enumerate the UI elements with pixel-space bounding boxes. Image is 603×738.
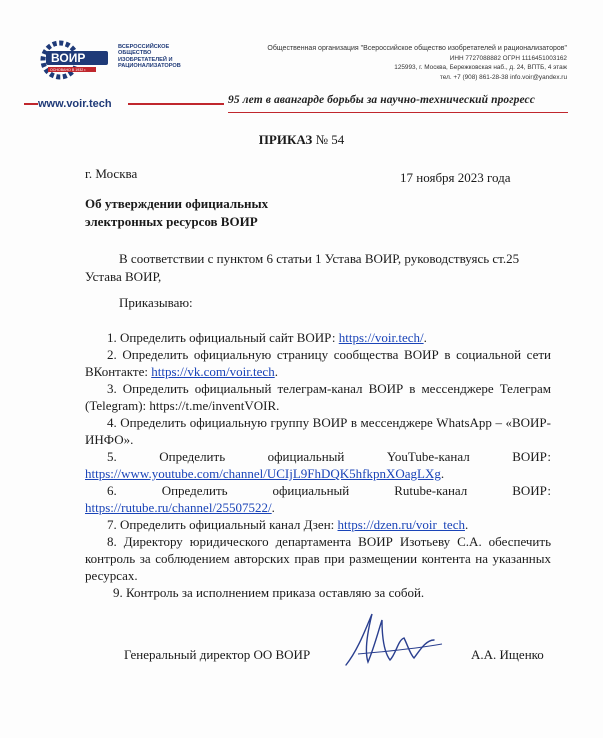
org-details [207, 44, 567, 82]
list-item: 9. Контроль за исполнением приказа оставляю за собой. [113, 585, 425, 600]
site-link[interactable]: https://voir.tech/ [338, 330, 424, 345]
youtube-link[interactable]: https://www.youtube.com/channel/UCIjL9FhDQK5hfkpnXOagLXg [85, 466, 441, 481]
list-item: 4. Определить официальную группу ВОИР в мессенджере WhatsApp – «ВОИР-ИНФО». [85, 415, 551, 447]
list-item: 1. Определить официальный сайт ВОИР: https://voir.tech/. [107, 330, 427, 345]
dzen-link[interactable]: https://dzen.ru/voir_tech [337, 517, 465, 532]
divider-left [24, 103, 38, 105]
org-short-name: ВСЕРОССИЙСКОЕ ОБЩЕСТВО ИЗОБРЕТАТЕЛЕЙ И РАЦИОНАЛИЗАТОРОВ [118, 44, 181, 70]
document-city: г. Москва [85, 166, 138, 181]
handwritten-signature [338, 610, 448, 670]
vk-link[interactable]: https://vk.com/voir.tech [151, 364, 275, 379]
document-date: 17 ноября 2023 года [400, 170, 511, 185]
list-item: 5. Определить официальный YouTube-канал ВОИР: https://www.youtube.com/channel/UCIjL9FhDQK5hfkpnXOagLXg. [85, 449, 551, 481]
divider-middle [128, 103, 224, 105]
order-items [85, 329, 551, 601]
rutube-link[interactable]: https://rutube.ru/channel/25507522/ [85, 500, 272, 515]
order-word: Приказываю: [119, 295, 193, 310]
divider-slogan [228, 112, 568, 113]
slogan: 95 лет в авангарде борьбы за научно-технический прогресс [228, 94, 535, 106]
org-address: 125993, г. Москва, Бережковская наб., д. 24, ВПТБ, 4 этаж [394, 64, 567, 72]
signer-title: Генеральный директор ОО ВОИР [124, 647, 311, 662]
logo-subtext: ОСНОВАНО В 1932 г. [50, 68, 87, 72]
list-item: 8. Директору юридического департамента ВОИР Изотьеву С.А. обеспечить контроль за соблюдением авторских прав при размещении контента на указанных ресурсах. [85, 534, 551, 583]
voir-logo [40, 40, 188, 90]
intro-paragraph: В соответствии с пунктом 6 статьи 1 Устава ВОИР, руководствуясь ст.25 Устава ВОИР, [85, 251, 520, 284]
org-contacts: тел. +7 (908) 861-28-38 info.voir@yandex.ru [439, 73, 567, 81]
signer-name: А.А. Ищенко [471, 647, 544, 662]
document-title: ПРИКАЗ № 54 [258, 132, 345, 147]
list-item: 6. Определить официальный Rutube-канал ВОИР: https://rutube.ru/channel/25507522/. [85, 483, 551, 515]
logo-text: ВОИР [51, 51, 86, 65]
website-link[interactable]: www.voir.tech [38, 98, 112, 110]
gear-logo-icon [40, 40, 120, 80]
document-subject: Об утверждении официальных электронных ресурсов ВОИР [85, 196, 269, 229]
list-item: 3. Определить официальный телеграм-канал ВОИР в мессенджере Телеграм (Telegram): https://t.me/inventVOIR. [85, 381, 551, 413]
list-item: 7. Определить официальный канал Дзен: https://dzen.ru/voir_tech. [107, 517, 469, 532]
list-item: 2. Определить официальную страницу сообщества ВОИР в социальной сети ВКонтакте: https://vk.com/voir.tech. [85, 347, 551, 379]
org-full-name: Общественная организация "Всероссийское общество изобретателей и рационализаторов" [267, 45, 567, 52]
org-inn-ogrn: ИНН 7727088882 ОГРН 1116451003162 [449, 54, 567, 62]
